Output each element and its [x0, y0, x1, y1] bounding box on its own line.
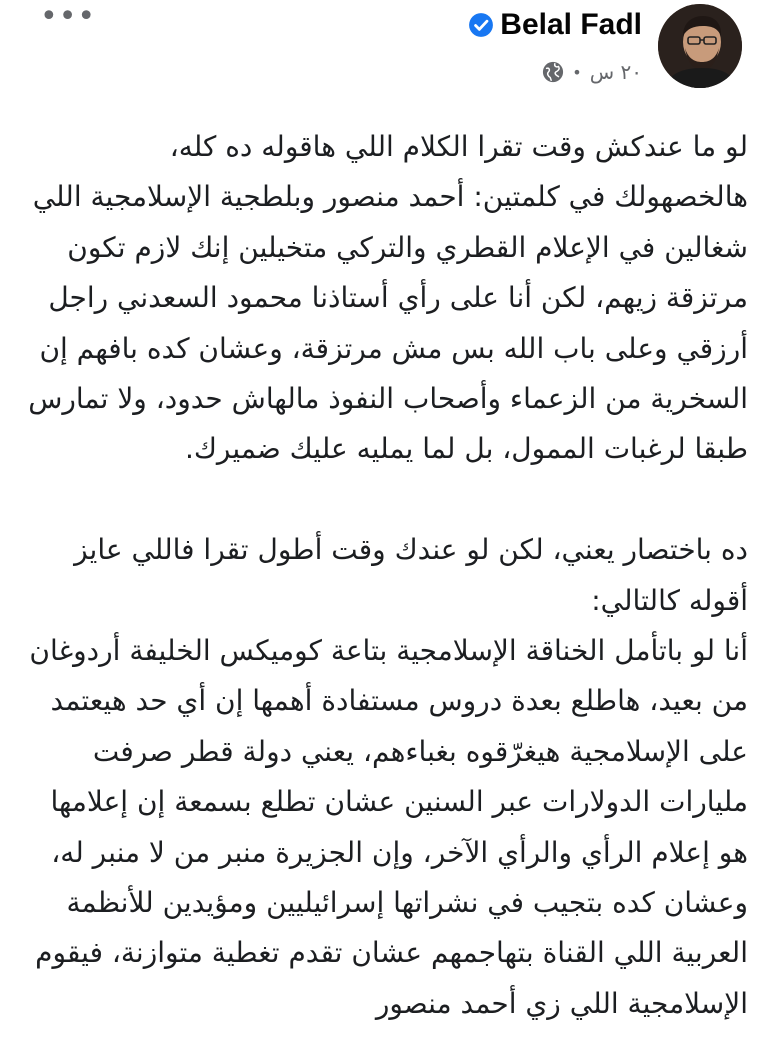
more-options-button[interactable]: ••• — [40, 0, 97, 34]
post-header — [0, 0, 768, 100]
verified-badge-icon — [468, 12, 494, 38]
author-row — [468, 4, 642, 46]
avatar[interactable] — [658, 4, 742, 88]
post-paragraph: لو ما عندكش وقت تقرا الكلام اللي هاقوله ده كله، هالخصهولك في كلمتين: أحمد منصور وبلطجية الإسلامجية اللي شغالين في الإعلام القطري والتركي متخيلين إنك لازم تكون مرتزقة زيهم، لكن أنا على رأي أستاذنا محمود السعدني راجل أرزقي وعلى باب الله بس مش مرتزقة، وعشان كده بافهم إن السخرية من الزعماء وأصحاب النفوذ مالهاش حدود، ولا تمارس طبقا لرغبات الممول، بل لما يمليه عليك ضميرك. — [28, 130, 748, 466]
post-text — [28, 122, 748, 1029]
post-paragraph: أنا لو باتأمل الخناقة الإسلامجية بتاعة كوميكس الخليفة أردوغان من بعيد، هاطلع بعدة دروس مستفادة أهمها إن أي حد هيعتمد على الإسلامجية هيغرّقوه بغباءهم، يعني دولة قطر صرفت مليارات الدولارات عبر السنين عشان تطلع بسمعة إن إعلامها هو إعلام الرأي والرأي الآخر، وإن الجزيرة منبر من لا منبر له، وعشان كده بتجيب في نشراتها إسرائيليين ومؤيدين للأنظمة العربية اللي القناة بتهاجمهم عشان تقدم تغطية متوازنة، فيقوم الإسلامجية اللي زي أحمد منصور — [29, 634, 748, 1020]
globe-icon — [542, 61, 564, 83]
avatar-photo — [658, 4, 742, 88]
author-name[interactable]: Belal Fadl — [500, 8, 642, 41]
post-meta — [542, 57, 642, 87]
post-timestamp[interactable]: ٢٠ س — [589, 60, 642, 84]
post-paragraph: ده باختصار يعني، لكن لو عندك وقت أطول تقرا فاللي عايز أقوله كالتالي: — [74, 533, 748, 617]
meta-separator: • — [572, 62, 582, 82]
